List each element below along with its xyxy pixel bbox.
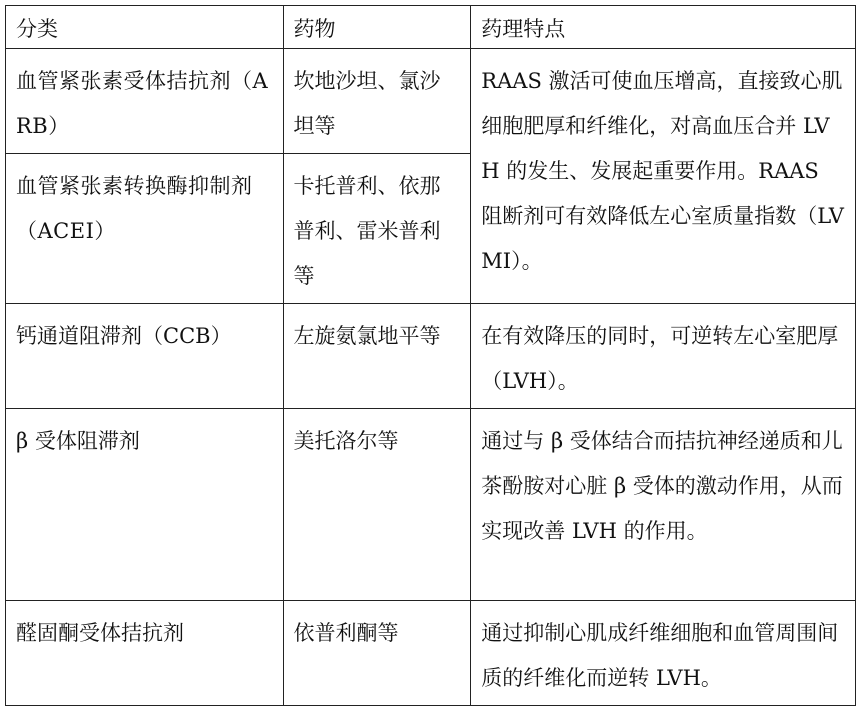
category-cell: 钙通道阻滞剂（CCB） — [6, 304, 284, 409]
category-cell: 血管紧张素转换酶抑制剂（ACEI） — [6, 154, 284, 304]
category-cell: 血管紧张素受体拮抗剂（ARB） — [6, 49, 284, 154]
drug-cell: 美托洛尔等 — [283, 409, 471, 601]
drug-cell: 卡托普利、依那普利、雷米普利等 — [283, 154, 471, 304]
category-cell: 醛固酮受体拮抗剂 — [6, 601, 284, 706]
mechanism-cell: RAAS 激活可使血压增高，直接致心肌细胞肥厚和纤维化，对高血压合并 LVH 的发生、发展起重要作用。RAAS 阻断剂可有效降低左心室质量指数（LVMI）。 — [471, 49, 856, 304]
drug-cell: 左旋氨氯地平等 — [283, 304, 471, 409]
drug-cell: 坎地沙坦、氯沙坦等 — [283, 49, 471, 154]
mechanism-cell: 在有效降压的同时，可逆转左心室肥厚（LVH）。 — [471, 304, 856, 409]
table-row — [6, 304, 856, 409]
table-row — [6, 409, 856, 601]
header-mechanism: 药理特点 — [471, 6, 856, 49]
mechanism-cell: 通过抑制心肌成纤维细胞和血管周围间质的纤维化而逆转 LVH。 — [471, 601, 856, 706]
table-row — [6, 601, 856, 706]
drug-table — [5, 5, 856, 706]
mechanism-cell: 通过与 β 受体结合而拮抗神经递质和儿茶酚胺对心脏 β 受体的激动作用，从而实现改善 LVH 的作用。 — [471, 409, 856, 601]
header-row — [6, 6, 856, 49]
table-row — [6, 49, 856, 154]
category-cell: β 受体阻滞剂 — [6, 409, 284, 601]
header-category: 分类 — [6, 6, 284, 49]
header-drug: 药物 — [283, 6, 471, 49]
drug-cell: 依普利酮等 — [283, 601, 471, 706]
